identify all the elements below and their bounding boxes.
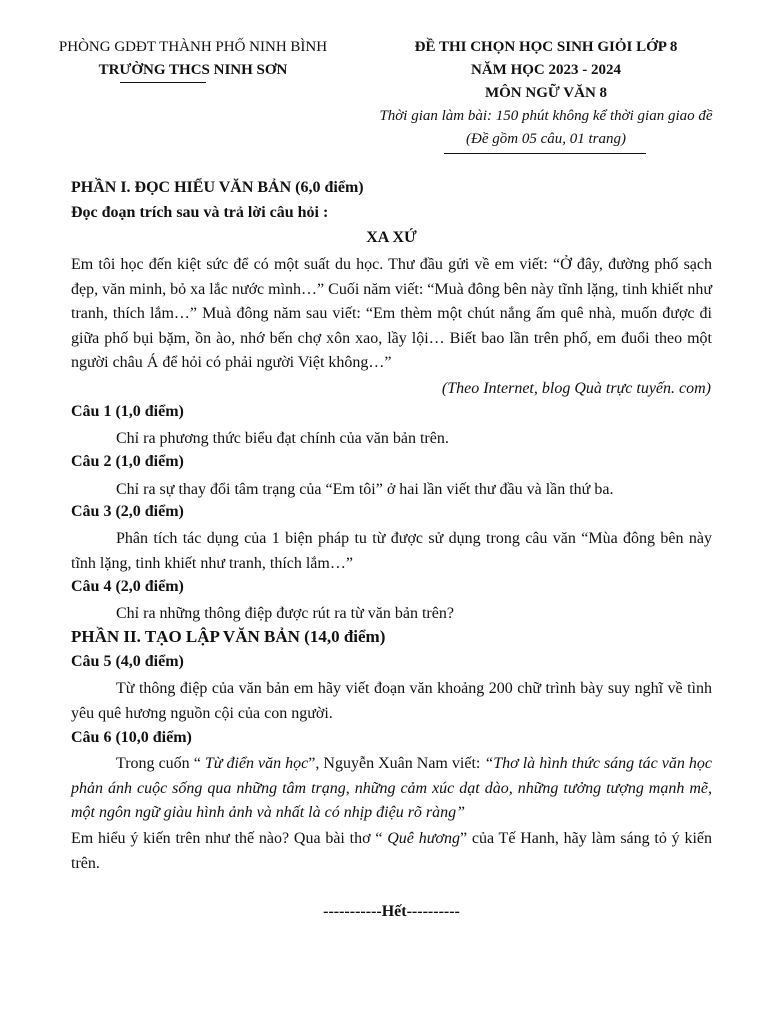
question-5-label: Câu 5 (4,0 điểm) xyxy=(71,653,184,670)
poem-title: Quê hương xyxy=(387,830,460,847)
header-left-underline xyxy=(120,82,206,83)
question-4-text: Chỉ ra những thông điệp được rút ra từ văn bản trên? xyxy=(116,605,454,622)
subject: MÔN NGỮ VĂN 8 xyxy=(484,85,608,101)
question-4-label: Câu 4 (2,0 điểm) xyxy=(71,578,184,595)
question-3-label: Câu 3 (2,0 điểm) xyxy=(71,503,184,520)
question-6-task xyxy=(71,827,712,876)
question-3-text: Phân tích tác dụng của 1 biện pháp tu từ được sử dụng trong câu văn “Mùa đông bên này tĩnh lặng, tinh khiết như tranh, thích lắm…” xyxy=(71,530,712,572)
passage-source: (Theo Internet, blog Quà trực tuyến. com) xyxy=(441,380,711,397)
question-6-task-end: ” của Tế Hanh, hãy làm sáng tỏ ý kiến trên. xyxy=(71,830,712,872)
school-name: TRƯỜNG THCS NINH SƠN xyxy=(98,62,288,78)
passage-text: Em tôi học đến kiệt sức để có một suất du học. Thư đầu gửi về em viết: “Ở đây, đường phố sạch đẹp, văn minh, bỏ xa lắc nước mình…” Cuối năm viết: “Muà đông bên này tĩnh lặng, tinh khiết như tranh, thích lắm…” Muà đông năm sau viết: “Em thèm một chút nắng ấm quê nhà, muốn được đi giữa phố bụi bặm, ồn ào, nhớ bến chợ xôn xao, lầy lội… Biết bao lần trên phố, em đuổi theo một người châu Á để hỏi có phải người Việt không…” xyxy=(71,256,712,372)
school-year: NĂM HỌC 2023 - 2024 xyxy=(471,62,621,78)
poetry-definition-quote: “Thơ là hình thức sáng tác văn học phản ánh cuộc sống qua những tâm trạng, những cảm xúc dạt dào, những tưởng tượng mạnh mẽ, một ngôn ngữ giàu hình ảnh và nhất là có nhịp điệu rõ ràng” xyxy=(71,755,713,822)
department-name: PHÒNG GDĐT THÀNH PHỐ NINH BÌNH xyxy=(58,39,328,55)
passage-title: XA XỨ xyxy=(366,229,417,246)
question-2-text: Chỉ ra sự thay đổi tâm trạng của “Em tôi” ở hai lần viết thư đầu và lần thứ ba. xyxy=(116,481,614,498)
book-title: Từ điển văn học xyxy=(204,755,309,772)
part1-title: PHẦN I. ĐỌC HIỂU VĂN BẢN (6,0 điểm) xyxy=(71,179,364,196)
time-allowed: Thời gian làm bài: 150 phút không kể thời gian giao đề xyxy=(379,108,713,124)
question-6-author: ”, Nguyễn Xuân Nam viết: xyxy=(308,755,485,772)
exam-title: ĐỀ THI CHỌN HỌC SINH GIỎI LỚP 8 xyxy=(414,39,678,55)
question-6-quote-paragraph xyxy=(71,752,712,826)
question-1-label: Câu 1 (1,0 điểm) xyxy=(71,403,184,420)
question-6-intro: Trong cuốn “ xyxy=(116,755,205,772)
header-right-underline xyxy=(444,153,646,154)
question-1-text: Chỉ ra phương thức biểu đạt chính của văn bản trên. xyxy=(116,430,449,447)
question-6-label: Câu 6 (10,0 điểm) xyxy=(71,729,192,746)
part1-instruction: Đọc đoạn trích sau và trả lời câu hỏi : xyxy=(71,204,329,221)
question-6-task-start: Em hiểu ý kiến trên như thế nào? Qua bài thơ “ xyxy=(71,830,388,847)
part2-title: PHẦN II. TẠO LẬP VĂN BẢN (14,0 điểm) xyxy=(71,627,386,646)
question-5-text: Từ thông điệp của văn bản em hãy viết đoạn văn khoảng 200 chữ trình bày suy nghĩ về tình yêu quê hương nguồn cội của con người. xyxy=(71,680,712,722)
question-2-label: Câu 2 (1,0 điểm) xyxy=(71,453,184,470)
end-marker: -----------Hết---------- xyxy=(323,903,460,920)
page-count-note: (Đề gồm 05 câu, 01 trang) xyxy=(466,131,626,147)
